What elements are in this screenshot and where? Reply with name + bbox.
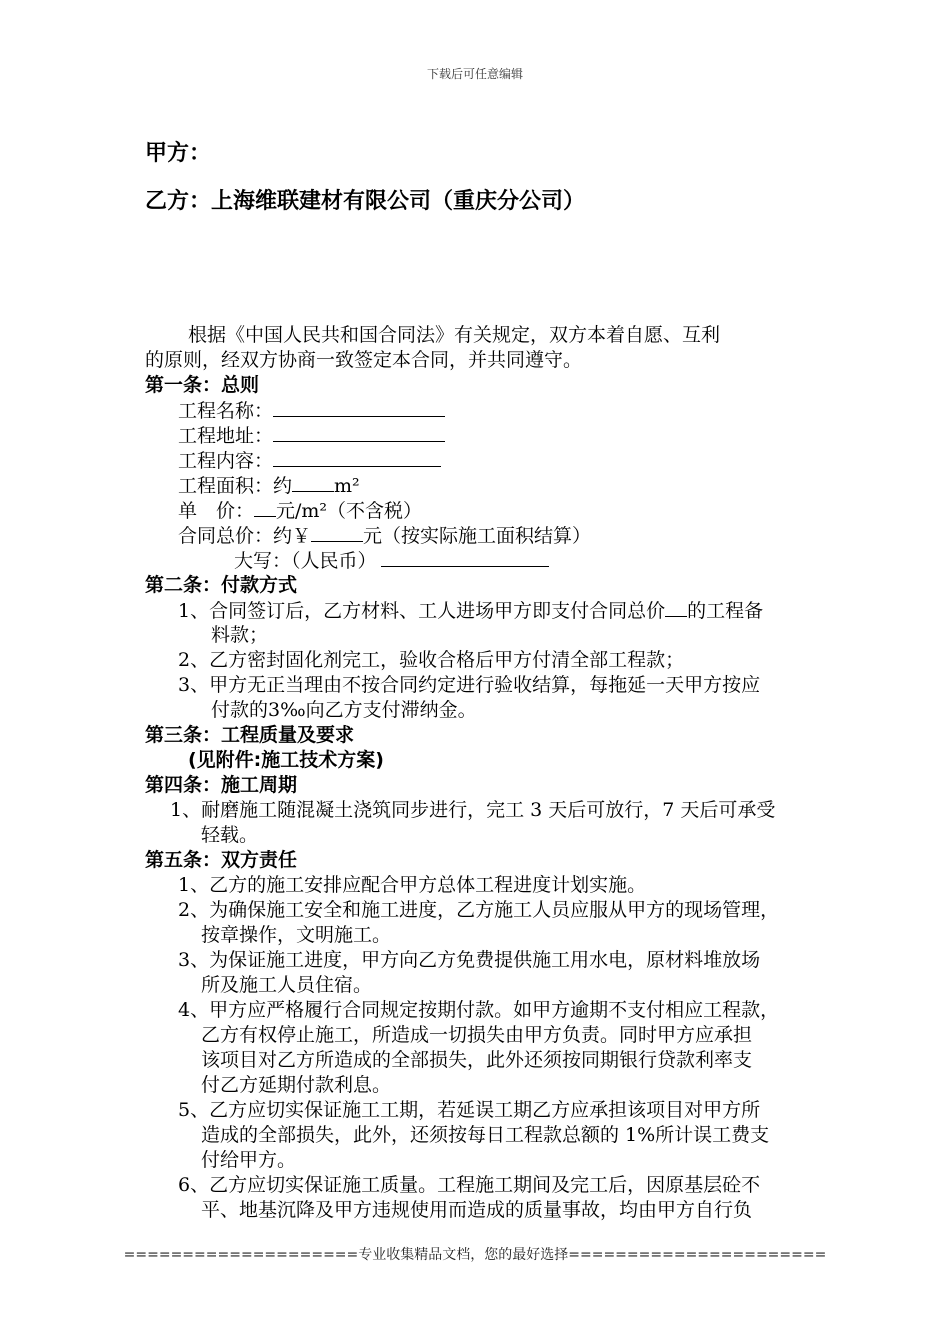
duty-item-5-line-2: 造成的全部损失，此外，还须按每日工程款总额的 1%所计误工费支 [201,1124,770,1146]
payment-item-1-line-2: 料款； [211,624,269,646]
total-price-unit: 元（按实际施工面积结算） [363,525,592,547]
capital-amount-blank [381,548,549,567]
duty-item-2-line-2: 按章操作，文明施工。 [201,924,392,946]
page-header: 下载后可任意编辑 [426,67,523,81]
section-1-title: 第一条：总则 [145,374,260,396]
total-price-row [178,523,591,548]
duty-item-3-line-1: 3、为保证施工进度，甲方向乙方免费提供施工用水电，原材料堆放场 [178,949,761,971]
unit-price-label: 单 价： [178,500,255,522]
payment-item-1-text: 1、合同签订后，乙方材料、工人进场甲方即支付合同总价 [178,600,666,622]
project-area-unit: m² [334,475,360,497]
project-address-row [178,423,445,448]
duty-item-4-line-1: 4、甲方应严格履行合同规定按期付款。如甲方逾期不支付相应工程款， [178,999,780,1021]
payment-item-3-line-2: 付款的3‰向乙方支付滞纳金。 [211,699,477,721]
project-address-blank [273,423,445,442]
duty-item-5-line-3: 付给甲方。 [201,1149,297,1171]
duty-item-1: 1、乙方的施工安排应配合甲方总体工程进度计划实施。 [178,874,647,896]
intro-line-1: 根据《中国人民共和国合同法》有关规定，双方本着自愿、互利 [188,324,721,346]
payment-item-1-line-1 [178,598,763,623]
duty-item-6-line-1: 6、乙方应切实保证施工质量。工程施工期间及完工后，因原基层砼不 [178,1174,761,1196]
unit-price-blank [254,498,276,517]
duty-item-6-line-2: 平、地基沉降及甲方违规使用而造成的质量事故，均由甲方自行负 [201,1199,753,1221]
section-3-title: 第三条：工程质量及要求 [145,724,355,746]
payment-item-3-line-1: 3、甲方无正当理由不按合同约定进行验收结算，每拖延一天甲方按应 [178,674,761,696]
duty-item-2-line-1: 2、为确保施工安全和施工进度，乙方施工人员应服从甲方的现场管理， [178,899,780,921]
project-content-blank [273,448,441,467]
payment-item-2: 2、乙方密封固化剂完工，验收合格后甲方付清全部工程款； [178,649,685,671]
duty-item-5-line-1: 5、乙方应切实保证施工工期，若延误工期乙方应承担该项目对甲方所 [178,1099,761,1121]
section-5-title: 第五条：双方责任 [145,849,298,871]
section-3-subtitle: (见附件:施工技术方案) [188,749,384,771]
period-item-1-line-2: 轻载。 [201,824,259,846]
party-b: 乙方：上海维联建材有限公司（重庆分公司） [145,189,586,214]
section-4-title: 第四条：施工周期 [145,774,298,796]
period-item-1-line-1: 1、耐磨施工随混凝土浇筑同步进行，完工 3 天后可放行，7 天后可承受 [170,799,776,821]
duty-item-3-line-2: 所及施工人员住宿。 [201,974,373,996]
unit-price-row [178,498,422,523]
section-2-title: 第二条：付款方式 [145,574,298,596]
unit-price-unit: 元/m²（不含税） [276,500,423,522]
project-name-label: 工程名称： [178,400,274,422]
project-address-label: 工程地址： [178,425,274,447]
project-name-row [178,398,445,423]
capital-amount-label: 大写：（人民币） [234,550,377,572]
duty-item-4-line-3: 该项目对乙方所造成的全部损失，此外还须按同期银行贷款利率支 [201,1049,753,1071]
page-footer: ====================专业收集精品文档，您的最好选择====================== [123,1247,827,1263]
total-price-label: 合同总价：约￥ [178,525,312,547]
project-content-row [178,448,441,473]
project-area-blank [292,473,334,492]
duty-item-4-line-4: 付乙方延期付款利息。 [201,1074,392,1096]
project-area-label: 工程面积：约 [178,475,293,497]
payment-item-1-text-end: 的工程备 [687,600,764,622]
project-content-label: 工程内容： [178,450,274,472]
capital-amount-row [234,548,549,573]
total-price-blank [311,523,363,542]
party-a: 甲方： [145,141,212,166]
project-name-blank [273,398,445,417]
duty-item-4-line-2: 乙方有权停止施工，所造成一切损失由甲方负责。同时甲方应承担 [201,1024,753,1046]
intro-line-2: 的原则，经双方协商一致签定本合同，并共同遵守。 [145,349,583,371]
project-area-row [178,473,360,498]
payment-percent-blank [665,598,687,617]
